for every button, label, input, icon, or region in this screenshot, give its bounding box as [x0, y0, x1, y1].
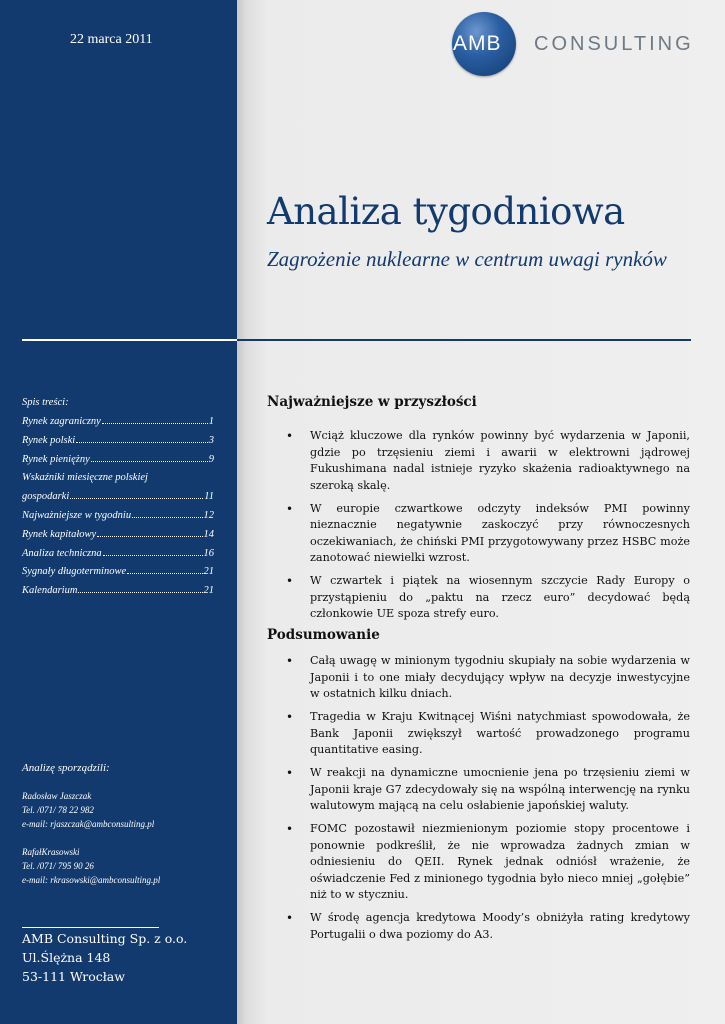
- bullet-item: • W czwartek i piątek na wiosennym szczycie Rady Europy o przystąpieniu do „paktu na rzecz euro” decydować będą członkowie UE spoza strefy euro.: [283, 573, 690, 623]
- authors-heading: Analizę sporządzili:: [22, 762, 110, 774]
- company-logo: [452, 12, 702, 78]
- page-title: Analiza tygodniowa: [267, 190, 625, 233]
- toc-item[interactable]: [22, 565, 214, 579]
- toc-heading: Spis treści:: [22, 397, 69, 408]
- report-date: 22 marca 2011: [70, 32, 153, 47]
- section-heading-summary: Podsumowanie: [267, 627, 380, 643]
- toc-item-page: 12: [203, 509, 214, 521]
- toc-item-page: 9: [208, 453, 214, 465]
- future-bullet-list: [283, 428, 690, 629]
- bullet-item: • FOMC pozostawił niezmienionym poziomie stopy procentowe i ponownie podkreślił, że nie wprowadza żadnych zmian w odniesieniu do QEII. Rynek jednak odniósł wrażenie, że oświadczenie Fed z minionego tygodnia było nieco mniej „gołębie” niż to w styczniu.: [283, 821, 690, 904]
- toc-dots: [132, 517, 202, 518]
- toc-item-page: 21: [203, 566, 214, 578]
- toc-item[interactable]: [22, 415, 214, 429]
- company-divider: [22, 927, 159, 928]
- toc-dots: [76, 442, 208, 443]
- toc-item-page: 16: [203, 547, 214, 559]
- toc-item[interactable]: [22, 584, 214, 598]
- toc-dots: [91, 461, 208, 462]
- author-name: Radosław Jaszczak: [22, 791, 92, 801]
- toc-item-label: Rynek zagraniczny: [22, 416, 101, 427]
- toc-item[interactable]: [22, 490, 214, 504]
- authors-block: [22, 762, 222, 887]
- toc-dots: [97, 536, 202, 537]
- toc-item[interactable]: [22, 528, 214, 542]
- bullet-item: • W środę agencja kredytowa Moody’s obniżyła rating kredytowy Portugalii o dwa poziomy do A3.: [283, 910, 690, 943]
- logo-amb-text: AMB: [453, 32, 502, 55]
- author-name: RafałKrasowski: [22, 847, 80, 857]
- toc-item-label: Kalendarium: [22, 585, 78, 597]
- toc-item-label: Rynek pieniężny: [22, 453, 90, 465]
- company-name: AMB Consulting Sp. z o.o.: [22, 931, 188, 946]
- bullet-item: • W reakcji na dynamiczne umocnienie jena po trzęsieniu ziemi w Japonii kraje G7 zdecydowały się na wspólną interwencję na rynku walutowym mającą na celu osłabienie japońskiej waluty.: [283, 765, 690, 815]
- toc-item-label: Najważniejsze w tygodniu: [22, 509, 132, 521]
- section-heading-future: Najważniejsze w przyszłości: [267, 394, 477, 410]
- toc-item-page: 11: [204, 491, 214, 503]
- toc-dots: [102, 423, 208, 424]
- company-city: 53-111 Wrocław: [22, 969, 125, 984]
- toc-item[interactable]: [22, 453, 214, 467]
- bullet-item: • W europie czwartkowe odczyty indeksów PMI powinny nieznacznie negatywnie zaskoczyć przy równoczesnych oczekiwaniach, że chiński PMI przygotowywany przez HSBC może zanotować niewielki wzrost.: [283, 501, 690, 567]
- toc-dots: [70, 498, 203, 499]
- toc-item-page: 3: [208, 434, 214, 446]
- toc-item-line[interactable]: [22, 471, 214, 485]
- toc-item-page: 1: [208, 416, 214, 427]
- bullet-item: • Tragedia w Kraju Kwitnącej Wiśni natychmiast spowodowała, że Bank Japonii zwiększył wartość prowadzonego programu quantitative easing.: [283, 709, 690, 759]
- company-address: [22, 929, 187, 986]
- toc-dots: [103, 555, 203, 556]
- toc-item-label: Rynek polski: [22, 434, 76, 446]
- toc-item[interactable]: [22, 434, 214, 448]
- toc-dots: [78, 592, 202, 593]
- author-email[interactable]: e-mail: rjaszczak@ambconsulting.pl: [22, 819, 155, 829]
- company-street: Ul.Ślężna 148: [22, 950, 111, 965]
- logo-consulting-text: CONSULTING: [534, 33, 694, 55]
- toc-item[interactable]: [22, 547, 214, 561]
- toc-item-label-line1: Wskaźniki miesięczne polskiej: [22, 472, 148, 484]
- divider-left: [22, 339, 237, 341]
- bullet-item: • Całą uwagę w minionym tygodniu skupiały na sobie wydarzenia w Japonii i to one miały decydujący wpływ na decyzje inwestycyjne w ostatnich kilku dniach.: [283, 653, 690, 703]
- page-subtitle: Zagrożenie nuklearne w centrum uwagi rynków: [267, 247, 667, 271]
- toc-dots: [127, 573, 202, 574]
- author-phone: Tel. /071/ 795 90 26: [22, 861, 94, 871]
- summary-bullet-list: [283, 653, 690, 950]
- toc-item-page: 14: [203, 528, 214, 540]
- divider-right: [237, 339, 691, 341]
- toc-item-label: Sygnały długoterminowe: [22, 566, 127, 578]
- toc-item-label: Rynek kapitałowy: [22, 528, 97, 540]
- author-phone: Tel. /071/ 78 22 982: [22, 805, 94, 815]
- spacer: [22, 831, 222, 845]
- author-email[interactable]: e-mail: rkrasowski@ambconsulting.pl: [22, 875, 161, 885]
- toc-item-page: 21: [203, 585, 214, 597]
- toc-item-label: Analiza techniczna: [22, 547, 102, 559]
- toc-item[interactable]: [22, 509, 214, 523]
- table-of-contents: [22, 396, 214, 603]
- toc-item-label: gospodarki: [22, 491, 70, 503]
- bullet-item: • Wciąż kluczowe dla rynków powinny być wydarzenia w Japonii, gdzie po trzęsieniu ziemi i awarii w elektrowni jądrowej Fukushimana nadal istnieje ryzyko skażenia radioaktywnego na szeroką skalę.: [283, 428, 690, 494]
